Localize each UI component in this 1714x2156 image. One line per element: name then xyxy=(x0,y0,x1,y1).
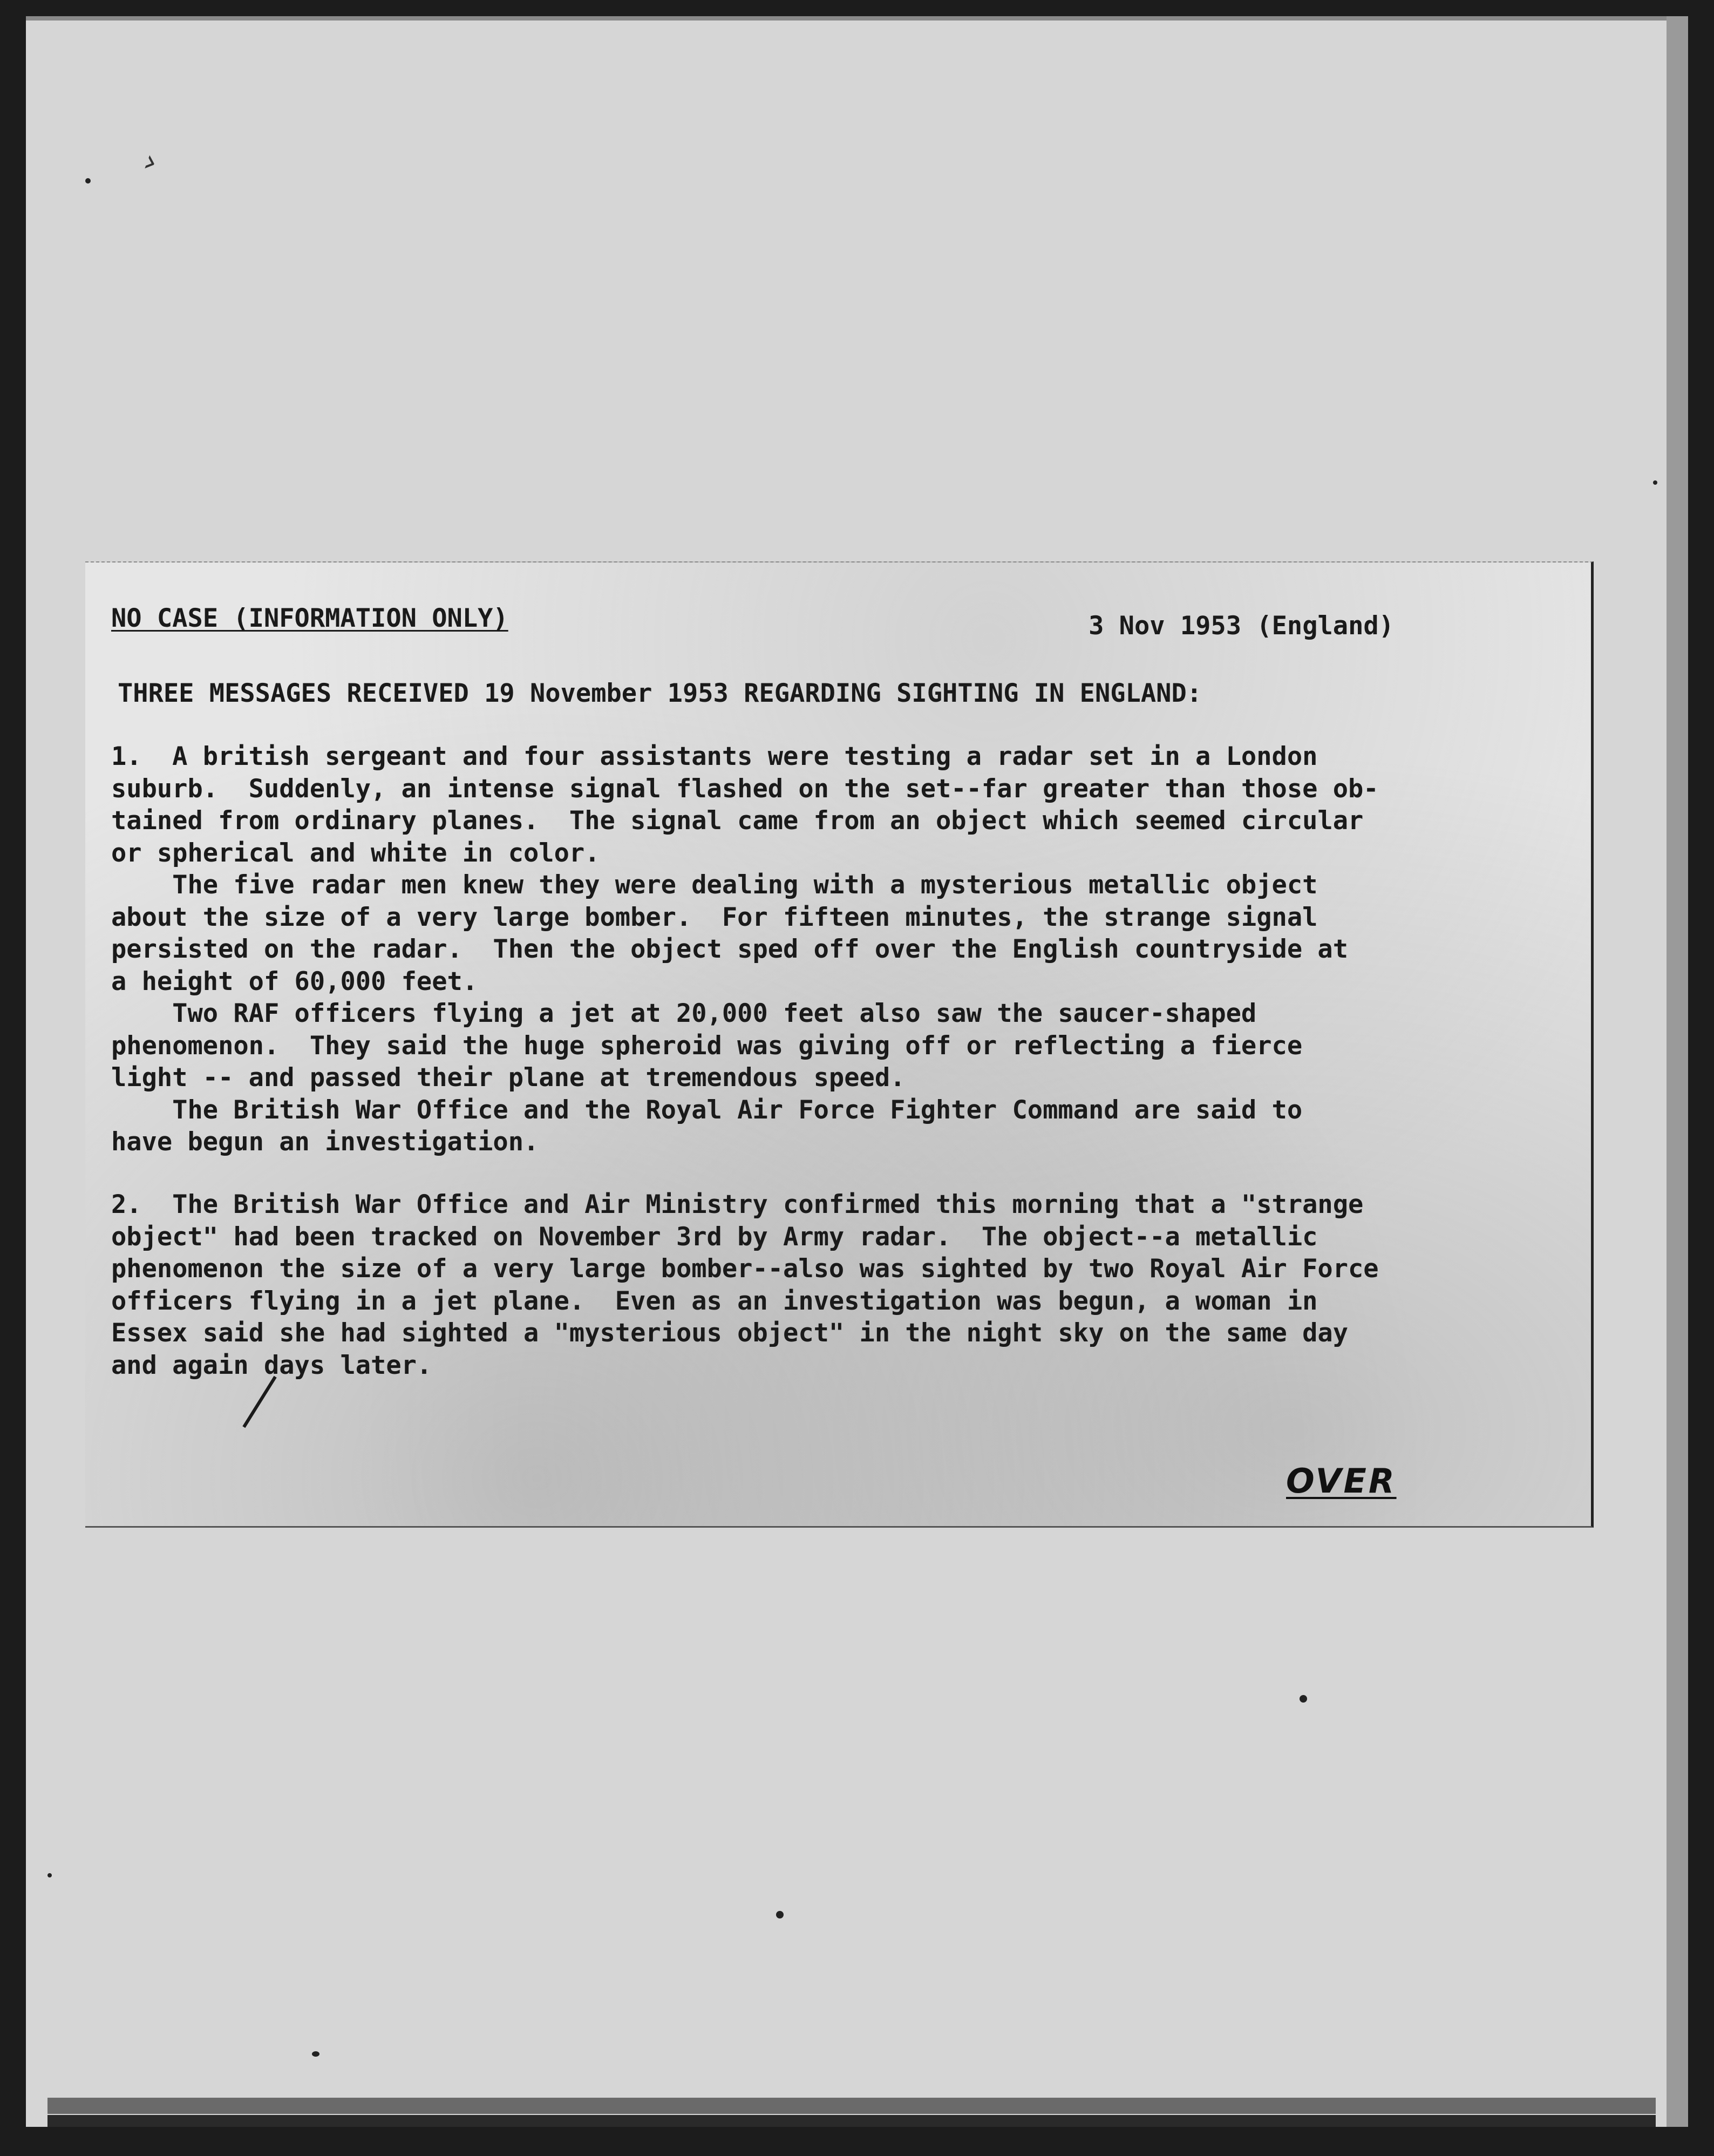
message-paragraph-2: 2. The British War Office and Air Ministry confirmed this morning that a "strange object" had been tracked on November 3rd by Army radar. The object--a metallic phenomenon the size of a very large bomber--also was sighted by two Royal Air Force officers flying in a jet plane. Even as an investigation was begun, a woman in Essex said she had sighted a "mysterious object" in the night sky on the same day and again days later. xyxy=(111,1190,1379,1380)
date-location: 3 Nov 1953 (England) xyxy=(1089,611,1394,641)
scan-speck xyxy=(1300,1695,1307,1703)
scan-bottom-border xyxy=(47,2115,1656,2127)
scan-speck xyxy=(1653,480,1657,485)
scan-speck xyxy=(776,1911,784,1918)
case-status-heading: NO CASE (INFORMATION ONLY) xyxy=(111,604,508,633)
scan-speck xyxy=(85,178,91,184)
scan-speck xyxy=(47,1873,52,1877)
scan-top-edge xyxy=(26,16,1688,21)
scanned-page xyxy=(26,16,1688,2127)
document-sheet xyxy=(85,561,1594,1528)
message-paragraph-1: 1. A british sergeant and four assistants were testing a radar set in a London suburb. Suddenly, an intense signal flashed on the set--far greater than those ob- tained from ordinary planes. The signal came from an object which seemed circular or spherical and white in color. The five radar men knew they were dealing with a mysterious metallic object about the size of a very large bomber. For fifteen minutes, the strange signal persisted on the radar. Then the object sped off over the English countryside at a height of 60,000 feet. Two RAF officers flying a jet at 20,000 feet also saw the saucer-shaped phenomenon. They said the huge spheroid was giving off or reflecting a fierce light -- and passed their plane at tremendous speed. The British War Office and the Royal Air Force Fighter Command are said to have begun an investigation. xyxy=(111,742,1379,1157)
handwritten-slash-mark xyxy=(242,1376,276,1428)
scan-bottom-edge xyxy=(47,2098,1656,2114)
handwritten-over-note: OVER xyxy=(1286,1461,1397,1501)
scan-mark-glyph: › xyxy=(139,142,164,181)
scan-right-edge xyxy=(1667,16,1688,2127)
scan-speck xyxy=(312,2051,319,2057)
intro-line: THREE MESSAGES RECEIVED 19 November 1953 REGARDING SIGHTING IN ENGLAND: xyxy=(118,679,1202,708)
